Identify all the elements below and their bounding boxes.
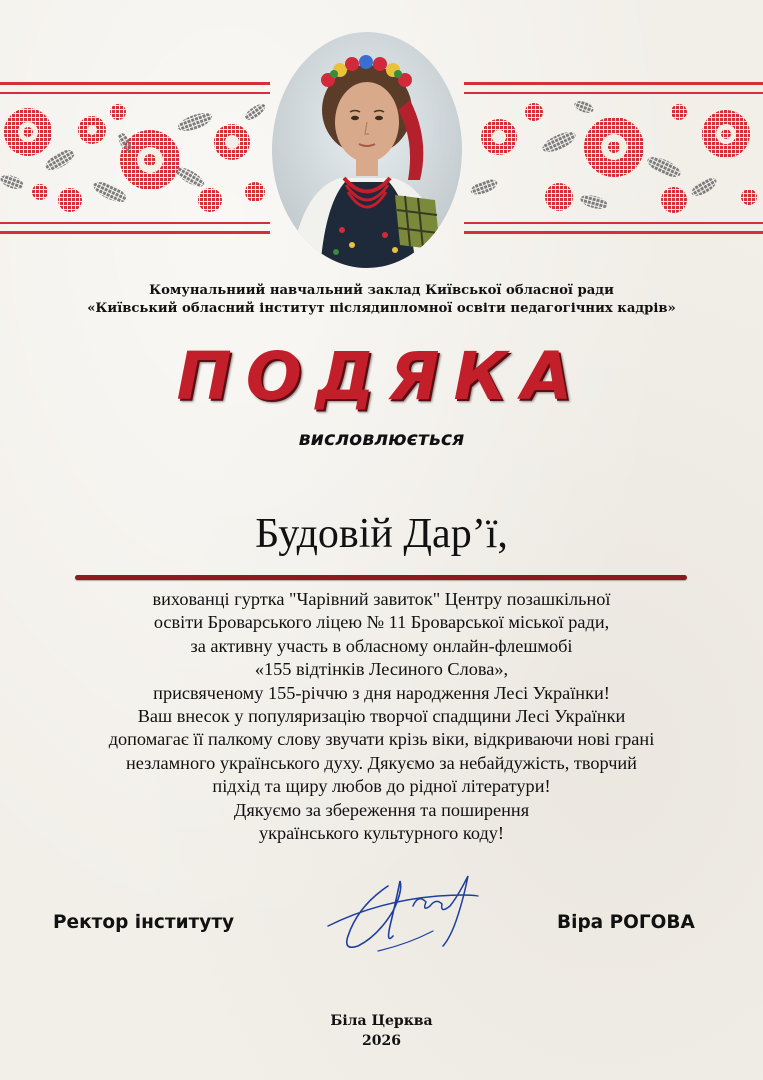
- portrait-icon: [270, 30, 464, 270]
- divider-line: [75, 575, 687, 580]
- body-line: незламного українського духу. Дякуємо за небайдужість, творчий: [126, 752, 637, 773]
- handwritten-signature-icon: [318, 866, 502, 956]
- embroidery-band-right: [464, 82, 763, 234]
- portrait-image: [270, 30, 464, 270]
- embroidery-ornament-icon: [0, 82, 270, 234]
- signatory-position: Ректор інституту: [53, 912, 235, 933]
- body-line: Ваш внесок у популяризацію творчої спадщини Лесі Українки: [137, 706, 626, 727]
- body-line: підхід та щиру любов до рідної літератури!: [212, 776, 551, 797]
- certificate-body: [40, 588, 723, 845]
- body-line: присвяченому 155-річчю з дня народження Лесі Українки!: [153, 682, 610, 703]
- embroidery-band-left: [0, 82, 270, 234]
- body-line: Дякуємо за збереження та поширення: [233, 799, 530, 820]
- body-line: за активну участь в обласному онлайн-флешмобі: [190, 635, 573, 656]
- footer-city: Біла Церква: [330, 1013, 433, 1029]
- body-line: «155 відтінків Лесиного Слова»,: [254, 659, 509, 680]
- body-line: допомагає її палкому слову звучати крізь віки, відкриваючи нові грані: [108, 729, 655, 750]
- body-line: українського культурного коду!: [259, 823, 504, 844]
- signature-image: [318, 866, 502, 956]
- certificate-subtitle: висловлюється: [298, 428, 465, 450]
- certificate-title: ПОДЯКА: [176, 338, 587, 415]
- institution-line-1: Комунальниий навчальний заклад Київської обласної ради: [149, 283, 614, 298]
- embroidery-ornament-icon: [464, 82, 763, 234]
- institution-line-2: «Київський обласний інститут післядипломної освіти педагогічних кадрів»: [87, 301, 676, 316]
- signatory-name: Віра РОГОВА: [557, 912, 695, 933]
- recipient-name: Будовій Дар’ї,: [255, 511, 508, 557]
- body-line: освіти Броварського ліцею № 11 Броварської міської ради,: [153, 612, 610, 633]
- body-line: вихованці гуртка "Чарівний завиток" Центру позашкільної: [152, 589, 611, 609]
- footer-year: 2026: [362, 1033, 401, 1049]
